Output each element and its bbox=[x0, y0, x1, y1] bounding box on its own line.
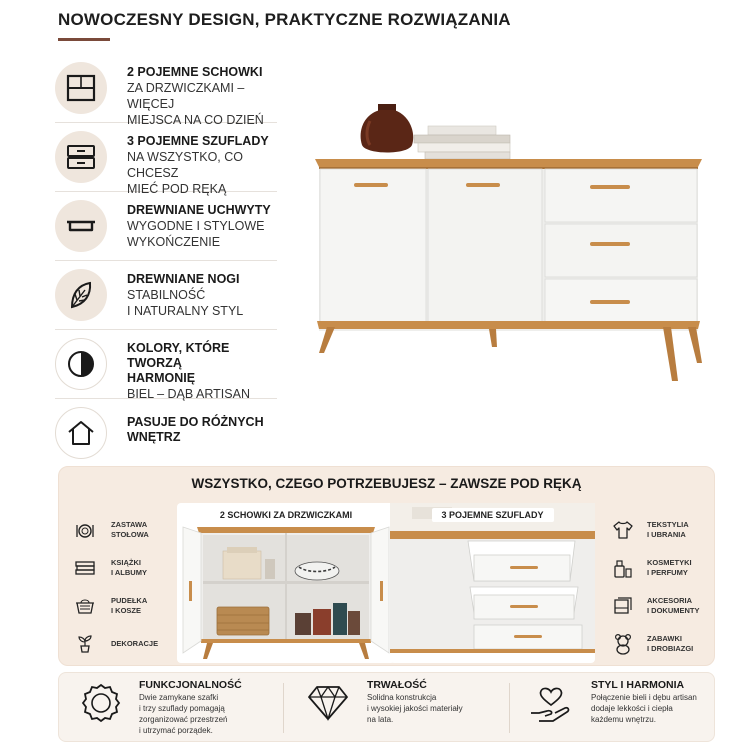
benefit-item bbox=[81, 679, 242, 736]
sideboard-door-right bbox=[428, 169, 542, 328]
category-label: KOSMETYKI bbox=[647, 558, 692, 567]
sideboard-drawer bbox=[545, 224, 697, 277]
feature-item bbox=[55, 399, 277, 468]
right-category-list bbox=[611, 511, 700, 663]
house-icon bbox=[55, 407, 107, 459]
sideboard-drawer bbox=[545, 169, 697, 222]
feature-title-line2: WNĘTRZ bbox=[127, 430, 181, 444]
benefit-desc: i wysokiej jakości materiały bbox=[367, 704, 463, 713]
feature-item bbox=[55, 54, 277, 127]
drawers-icon bbox=[55, 131, 107, 183]
benefit-item bbox=[529, 679, 697, 730]
feature-title: 2 POJEMNE SCHOWKI bbox=[127, 65, 263, 79]
storage-panel bbox=[58, 466, 715, 666]
feature-desc: BIEL – DĄB ARTISAN bbox=[127, 387, 250, 401]
panel-title: WSZYSTKO, CZEGO POTRZEBUJESZ – ZAWSZE POD RĘKĄ bbox=[191, 476, 582, 491]
category-label: I UBRANIA bbox=[647, 530, 686, 539]
benefit-desc: dodaje lekkości i ciepła bbox=[591, 704, 673, 713]
benefit-desc: Połączenie bieli i dębu artisan bbox=[591, 693, 697, 702]
sideboard-top bbox=[315, 159, 702, 167]
feature-desc: ZA DRZWICZKAMI – WIĘCEJ bbox=[127, 81, 245, 111]
benefit-title: FUNKCJONALNOŚĆ bbox=[139, 679, 242, 691]
list-item bbox=[73, 625, 158, 663]
list-item bbox=[73, 549, 158, 587]
plant-icon bbox=[73, 634, 97, 654]
category-label: I ALBUMY bbox=[111, 568, 147, 577]
cabinet-photo bbox=[177, 503, 395, 663]
photo-label: 2 SCHOWKI ZA DRZWICZKAMI bbox=[210, 508, 362, 522]
benefit-desc: Dwie zamykane szafki bbox=[139, 693, 219, 702]
category-label: I DOKUMENTY bbox=[647, 606, 700, 615]
list-item bbox=[611, 549, 700, 587]
title-underline bbox=[58, 38, 110, 41]
half-circle-icon bbox=[55, 338, 107, 390]
feature-title: DREWNIANE NOGI bbox=[127, 272, 240, 286]
feature-desc: MIEĆ POD RĘKĄ bbox=[127, 182, 227, 196]
cabinet-doors-icon bbox=[55, 62, 107, 114]
divider bbox=[283, 683, 284, 733]
photo-label: 3 POJEMNE SZUFLADY bbox=[431, 508, 553, 522]
teddy-bear-icon bbox=[611, 633, 635, 655]
benefit-desc: na lata. bbox=[367, 715, 394, 724]
category-label: TEKSTYLIA bbox=[647, 520, 689, 529]
feature-desc: MIEJSCA NA CO DZIEŃ bbox=[127, 113, 264, 127]
feature-item bbox=[55, 330, 277, 399]
category-label: I DROBIAZGI bbox=[647, 644, 694, 653]
books bbox=[414, 126, 510, 159]
feature-title: PASUJE DO RÓŻNYCH bbox=[127, 415, 264, 429]
list-item bbox=[611, 587, 700, 625]
category-label: I PERFUMY bbox=[647, 568, 688, 577]
feature-list bbox=[55, 54, 277, 468]
category-label: DEKORACJE bbox=[111, 639, 159, 648]
page-title: NOWOCZESNY DESIGN, PRAKTYCZNE ROZWIĄZANIA bbox=[58, 10, 511, 29]
list-item bbox=[73, 587, 158, 625]
list-item bbox=[611, 625, 700, 663]
tshirt-icon bbox=[611, 520, 635, 540]
feature-item bbox=[55, 192, 277, 261]
feature-desc: STABILNOŚĆ bbox=[127, 288, 206, 302]
category-label: KSIĄŻKI bbox=[111, 558, 141, 567]
documents-icon bbox=[611, 596, 635, 616]
category-label: PUDEŁKA bbox=[111, 596, 148, 605]
benefit-desc: i trzy szuflady pomagają bbox=[139, 704, 225, 713]
feature-title: 3 POJEMNE SZUFLADY bbox=[127, 134, 269, 148]
feature-title: DREWNIANE UCHWYTY bbox=[127, 203, 271, 217]
open-drawers-illustration bbox=[390, 503, 595, 663]
left-category-list bbox=[73, 511, 158, 663]
books-icon bbox=[73, 559, 97, 577]
handle-icon bbox=[55, 200, 107, 252]
benefit-desc: zorganizować przestrzeń bbox=[139, 715, 228, 724]
diamond-icon bbox=[307, 685, 349, 726]
sideboard-illustration bbox=[300, 95, 720, 395]
open-cabinet-illustration bbox=[177, 503, 395, 663]
benefits-bar bbox=[58, 672, 715, 742]
list-item bbox=[73, 511, 158, 549]
boxes-icon bbox=[73, 597, 97, 615]
feature-desc: NA WSZYSTKO, CO CHCESZ bbox=[127, 150, 243, 180]
sideboard-base bbox=[317, 321, 700, 329]
leaf-icon bbox=[55, 269, 107, 321]
tableware-icon bbox=[73, 521, 97, 539]
feature-title-line2: HARMONIĘ bbox=[127, 371, 196, 385]
benefit-desc: i utrzymać porządek. bbox=[139, 726, 213, 735]
medal-icon bbox=[81, 683, 121, 730]
feature-title: KOLORY, KTÓRE TWORZĄ bbox=[127, 341, 230, 370]
sideboard-door-left bbox=[320, 169, 426, 328]
list-item bbox=[611, 511, 700, 549]
hand-heart-icon bbox=[529, 685, 573, 730]
divider bbox=[509, 683, 510, 733]
category-label: AKCESORIA bbox=[647, 596, 693, 605]
feature-desc: WYGODNE I STYLOWE bbox=[127, 219, 265, 233]
category-label: ZABAWKI bbox=[647, 634, 682, 643]
feature-desc: I NATURALNY STYL bbox=[127, 304, 244, 318]
sideboard-legs bbox=[319, 327, 702, 381]
benefit-desc: Solidna konstrukcja bbox=[367, 693, 437, 702]
perfume-icon bbox=[611, 557, 635, 579]
drawers-photo bbox=[390, 503, 595, 663]
category-label: ZASTAWA bbox=[111, 520, 148, 529]
vase bbox=[361, 104, 414, 153]
benefit-item bbox=[307, 679, 463, 726]
benefit-title: TRWAŁOŚĆ bbox=[367, 679, 427, 691]
benefit-title: STYL I HARMONIA bbox=[591, 679, 685, 691]
benefit-desc: każdemu wnętrzu. bbox=[591, 715, 656, 724]
category-label: STOŁOWA bbox=[111, 530, 149, 539]
category-label: I KOSZE bbox=[111, 606, 142, 615]
feature-item bbox=[55, 261, 277, 330]
feature-desc: WYKOŃCZENIE bbox=[127, 235, 221, 249]
feature-item bbox=[55, 123, 277, 196]
